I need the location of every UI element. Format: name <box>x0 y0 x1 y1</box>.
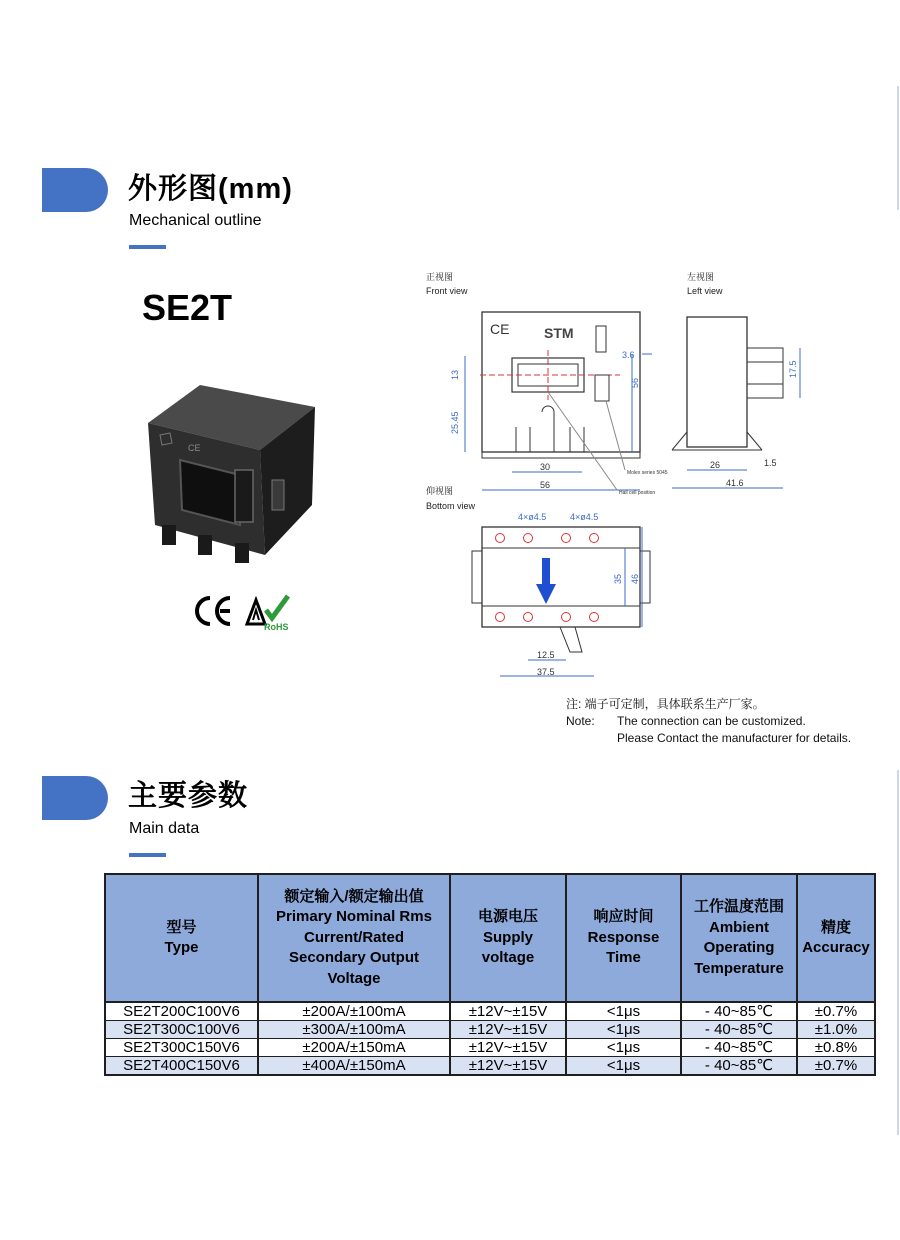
note-line-2: Please Contact the manufacturer for details. <box>617 731 852 745</box>
svg-text:CE: CE <box>188 443 201 453</box>
dim-3-6: 3.6 <box>622 350 635 360</box>
header-nominal-current: 额定输入/额定输出值 Primary Nominal Rms Current/Rated Secondary Output Voltage <box>258 874 450 1002</box>
section-title: 主要参数 <box>128 780 249 812</box>
cell-supply: ±12V~±15V <box>450 1002 566 1021</box>
cell-supply: ±12V~±15V <box>450 1039 566 1057</box>
holes-callout-a: 4×ø4.5 <box>518 512 547 522</box>
left-view-label-en: Left view <box>687 286 723 296</box>
dim-30: 30 <box>540 462 551 472</box>
cell-temperature: - 40~85℃ <box>681 1002 797 1021</box>
cell-response: <1μs <box>566 1039 681 1057</box>
table-row <box>105 1039 875 1057</box>
note-cn: 注: 端子可定制，具体联系生产厂家。 <box>566 697 765 711</box>
front-view-label-cn: 正视图 <box>426 272 454 282</box>
dim-41-6: 41.6 <box>726 478 744 488</box>
mechanical-drawing <box>420 262 870 687</box>
header-supply-voltage: 电源电压 Supply voltage <box>450 874 566 1002</box>
cell-type: SE2T300C150V6 <box>105 1039 258 1057</box>
molex-callout: Molex series 5045 <box>627 470 668 476</box>
table-row <box>105 1002 875 1021</box>
table-row <box>105 1021 875 1039</box>
dim-13: 13 <box>450 369 460 380</box>
section-subtitle: Mechanical outline <box>129 212 262 229</box>
table-row <box>105 1057 875 1076</box>
main-data-table <box>104 873 876 1076</box>
cell-temperature: - 40~85℃ <box>681 1039 797 1057</box>
front-view <box>450 312 668 496</box>
cell-nominal: ±200A/±100mA <box>258 1002 450 1021</box>
cell-accuracy: ±0.7% <box>797 1002 875 1021</box>
header-temperature: 工作温度范围 Ambient Operating Temperature <box>681 874 797 1002</box>
section-tab <box>42 168 108 212</box>
bottom-view <box>472 512 650 677</box>
ce-mark-icon <box>197 598 210 624</box>
cell-nominal: ±200A/±150mA <box>258 1039 450 1057</box>
cell-accuracy: ±0.8% <box>797 1039 875 1057</box>
front-view-label-en: Front view <box>426 286 468 296</box>
dim-56-horizontal: 56 <box>540 480 551 490</box>
dim-12-5: 12.5 <box>537 650 555 660</box>
bottom-view-label-en: Bottom view <box>426 501 476 511</box>
cell-accuracy: ±1.0% <box>797 1021 875 1039</box>
dim-1-5: 1.5 <box>764 458 777 468</box>
header-type: 型号 Type <box>105 874 258 1002</box>
dim-35: 35 <box>613 573 623 584</box>
cell-nominal: ±300A/±100mA <box>258 1021 450 1039</box>
section-title: 外形图(mm) <box>128 173 293 205</box>
cell-nominal: ±400A/±150mA <box>258 1057 450 1076</box>
cell-type: SE2T400C150V6 <box>105 1057 258 1076</box>
dim-17-5: 17.5 <box>788 360 798 378</box>
section-underline <box>129 853 166 857</box>
table-header-row <box>105 874 875 1002</box>
page-edge-line <box>897 86 899 210</box>
rohs-label: RoHS <box>264 622 289 632</box>
left-view <box>672 317 800 488</box>
header-response-time: 响应时间 Response Time <box>566 874 681 1002</box>
section-tab <box>42 776 108 820</box>
page-edge-line <box>897 770 899 1135</box>
customization-note <box>566 696 851 747</box>
current-direction-arrow-icon <box>536 584 556 604</box>
dim-46: 46 <box>630 573 640 584</box>
left-view-label-cn: 左视图 <box>687 272 715 282</box>
cell-response: <1μs <box>566 1057 681 1076</box>
cell-response: <1μs <box>566 1021 681 1039</box>
ce-mark-text: CE <box>490 321 510 337</box>
note-label: Note: <box>566 714 595 728</box>
cell-temperature: - 40~85℃ <box>681 1057 797 1076</box>
rohs-check-icon <box>266 596 288 618</box>
dim-56-vertical: 56 <box>630 377 640 388</box>
cell-supply: ±12V~±15V <box>450 1057 566 1076</box>
note-line-1: The connection can be customized. <box>617 714 806 728</box>
cell-type: SE2T300C100V6 <box>105 1021 258 1039</box>
header-accuracy: 精度 Accuracy <box>797 874 875 1002</box>
dim-26: 26 <box>710 460 721 470</box>
section-subtitle: Main data <box>129 820 200 837</box>
dim-25-45: 25.45 <box>450 411 460 434</box>
cell-accuracy: ±0.7% <box>797 1057 875 1076</box>
cell-type: SE2T200C100V6 <box>105 1002 258 1021</box>
cell-supply: ±12V~±15V <box>450 1021 566 1039</box>
dim-37-5: 37.5 <box>537 667 555 677</box>
cell-temperature: - 40~85℃ <box>681 1021 797 1039</box>
model-name: SE2T <box>142 287 233 328</box>
holes-callout-b: 4×ø4.5 <box>570 512 599 522</box>
section-underline <box>129 245 166 249</box>
certification-marks <box>192 592 292 632</box>
product-photo <box>140 375 320 575</box>
hall-callout: Hall cell position <box>619 490 656 496</box>
cell-response: <1μs <box>566 1002 681 1021</box>
stm-logo-text: STM <box>544 325 574 341</box>
bottom-view-label-cn: 仰视图 <box>426 486 454 496</box>
